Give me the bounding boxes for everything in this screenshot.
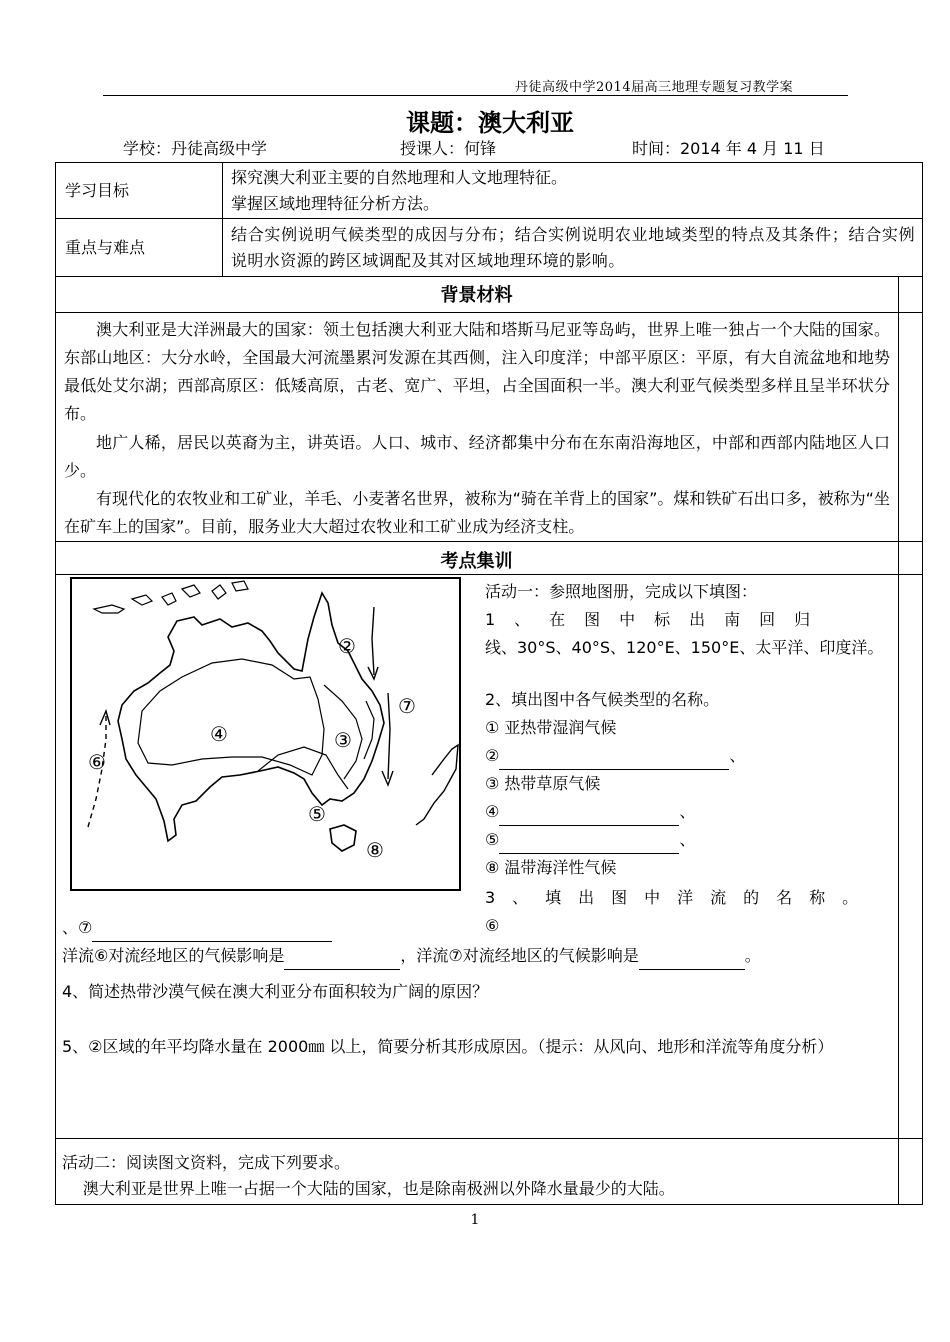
activity1-q1-line1: 1、在图中标出南回归	[485, 610, 830, 629]
climate-3: ③ 热带草原气候	[485, 774, 601, 793]
climate-4-blank[interactable]	[499, 805, 679, 826]
current-7-effect-blank[interactable]	[639, 949, 745, 970]
climate-4-row	[485, 798, 695, 826]
key-points-label: 重点与难点	[65, 238, 146, 257]
teacher-label: 授课人：何锋	[400, 139, 497, 158]
climate-5-comma: 、	[679, 830, 696, 849]
current-6-effect-label: 洋流⑥对流经地区的气候影响是	[62, 946, 285, 965]
page-title: 课题：澳大利亚	[406, 109, 574, 137]
time-label: 时间：2014 年 4 月 11 日	[632, 139, 825, 158]
climate-5-row	[485, 826, 695, 854]
map-label-7: ⑦	[398, 694, 416, 718]
map-label-5: ⑤	[308, 802, 326, 826]
objective-2: 掌握区域地理特征分析方法。	[231, 194, 440, 213]
page-number: 1	[470, 1212, 480, 1228]
current-period: 。	[744, 946, 761, 965]
activity1-q2: 2、填出图中各气候类型的名称。	[485, 690, 720, 709]
activity2-title: 活动二：阅读图文资料，完成下列要求。	[62, 1153, 351, 1172]
background-paragraph-2: 地广人稀，居民以英裔为主，讲英语。人口、城市、经济都集中分布在东南沿海地区，中部和西部内陆地区人口少。	[64, 433, 890, 480]
climate-2-row	[485, 742, 745, 770]
climate-2-number: ②	[485, 746, 500, 765]
running-header: 丹徒高级中学2014届高三地理专题复习教学案	[515, 80, 794, 95]
background-paragraph-3: 有现代化的农牧业和工矿业，羊毛、小麦著名世界，被称为“骑在羊背上的国家”。煤和铁矿石出口多，被称为“坐在矿车上的国家”。目前，服务业大大超过农牧业和工矿业成为经济支柱。	[64, 489, 890, 536]
school-label: 学校：丹徒高级中学	[123, 139, 268, 158]
map-label-4: ④	[210, 722, 228, 746]
map-label-8: ⑧	[366, 838, 384, 862]
australia-map-drawing	[72, 579, 459, 889]
climate-4-comma: 、	[679, 802, 696, 821]
activity1-q4: 4、简述热带沙漠气候在澳大利亚分布面积较为广阔的原因？	[62, 982, 489, 1001]
current-6-effect-blank[interactable]	[284, 949, 400, 970]
background-heading: 背景材料	[440, 285, 513, 306]
activity2-text: 澳大利亚是世界上唯一占据一个大陆的国家，也是除南极洲以外降水量最少的大陆。	[82, 1179, 675, 1198]
current-7-blank[interactable]	[92, 921, 332, 942]
activity1-q3-line1: 3、填出图中洋流的名称。⑥	[485, 888, 876, 935]
exam-heading: 考点集训	[440, 551, 513, 572]
activity1-q1-line2: 线、30°S、40°S、120°E、150°E、太平洋、印度洋。	[485, 638, 884, 657]
climate-1: ① 亚热带湿润气候	[485, 718, 617, 737]
objective-1: 探究澳大利亚主要的自然地理和人文地理特征。	[231, 168, 568, 187]
header-rule	[103, 95, 848, 96]
map-label-2: ②	[338, 634, 356, 658]
australia-map	[70, 577, 461, 891]
background-paragraph-1: 澳大利亚是大洋洲最大的国家：领土包括澳大利亚大陆和塔斯马尼亚等岛屿，世界上唯一独占一个大陆的国家。东部山地区：大分水岭，全国最大河流墨累河发源在其西侧，注入印度洋；中部平原区：平原，有大自流盆地和地势最低处艾尔湖；西部高原区：低矮高原，古老、宽广、平坦，占全国面积一半。澳大利亚气候类型多样且呈半环状分布。	[64, 320, 890, 423]
current-7-effect-label: ，洋流⑦对流经地区的气候影响是	[400, 946, 639, 965]
current-7-number: 、⑦	[62, 918, 93, 937]
climate-2-comma: 、	[729, 746, 746, 765]
key-points-text: 结合实例说明气候类型的成因与分布；结合实例说明农业地域类型的特点及其条件；结合实例说明水资源的跨区域调配及其对区域地理环境的影响。	[231, 225, 915, 270]
climate-4-number: ④	[485, 802, 500, 821]
climate-5-number: ⑤	[485, 830, 500, 849]
climate-8: ⑧ 温带海洋性气候	[485, 858, 617, 877]
climate-5-blank[interactable]	[499, 833, 679, 854]
map-label-3: ③	[334, 728, 352, 752]
activity1-title: 活动一：参照地图册，完成以下填图：	[485, 582, 758, 601]
activity1-q3-line3	[62, 942, 761, 970]
activity1-q3-line2	[62, 914, 332, 942]
map-label-6: ⑥	[88, 750, 106, 774]
climate-2-blank[interactable]	[499, 749, 729, 770]
objectives-label: 学习目标	[65, 181, 130, 200]
activity1-q5: 5、②区域的年平均降水量在 2000㎜ 以上，简要分析其形成原因。（提示：从风向、地形和洋流等角度分析）	[62, 1037, 834, 1056]
